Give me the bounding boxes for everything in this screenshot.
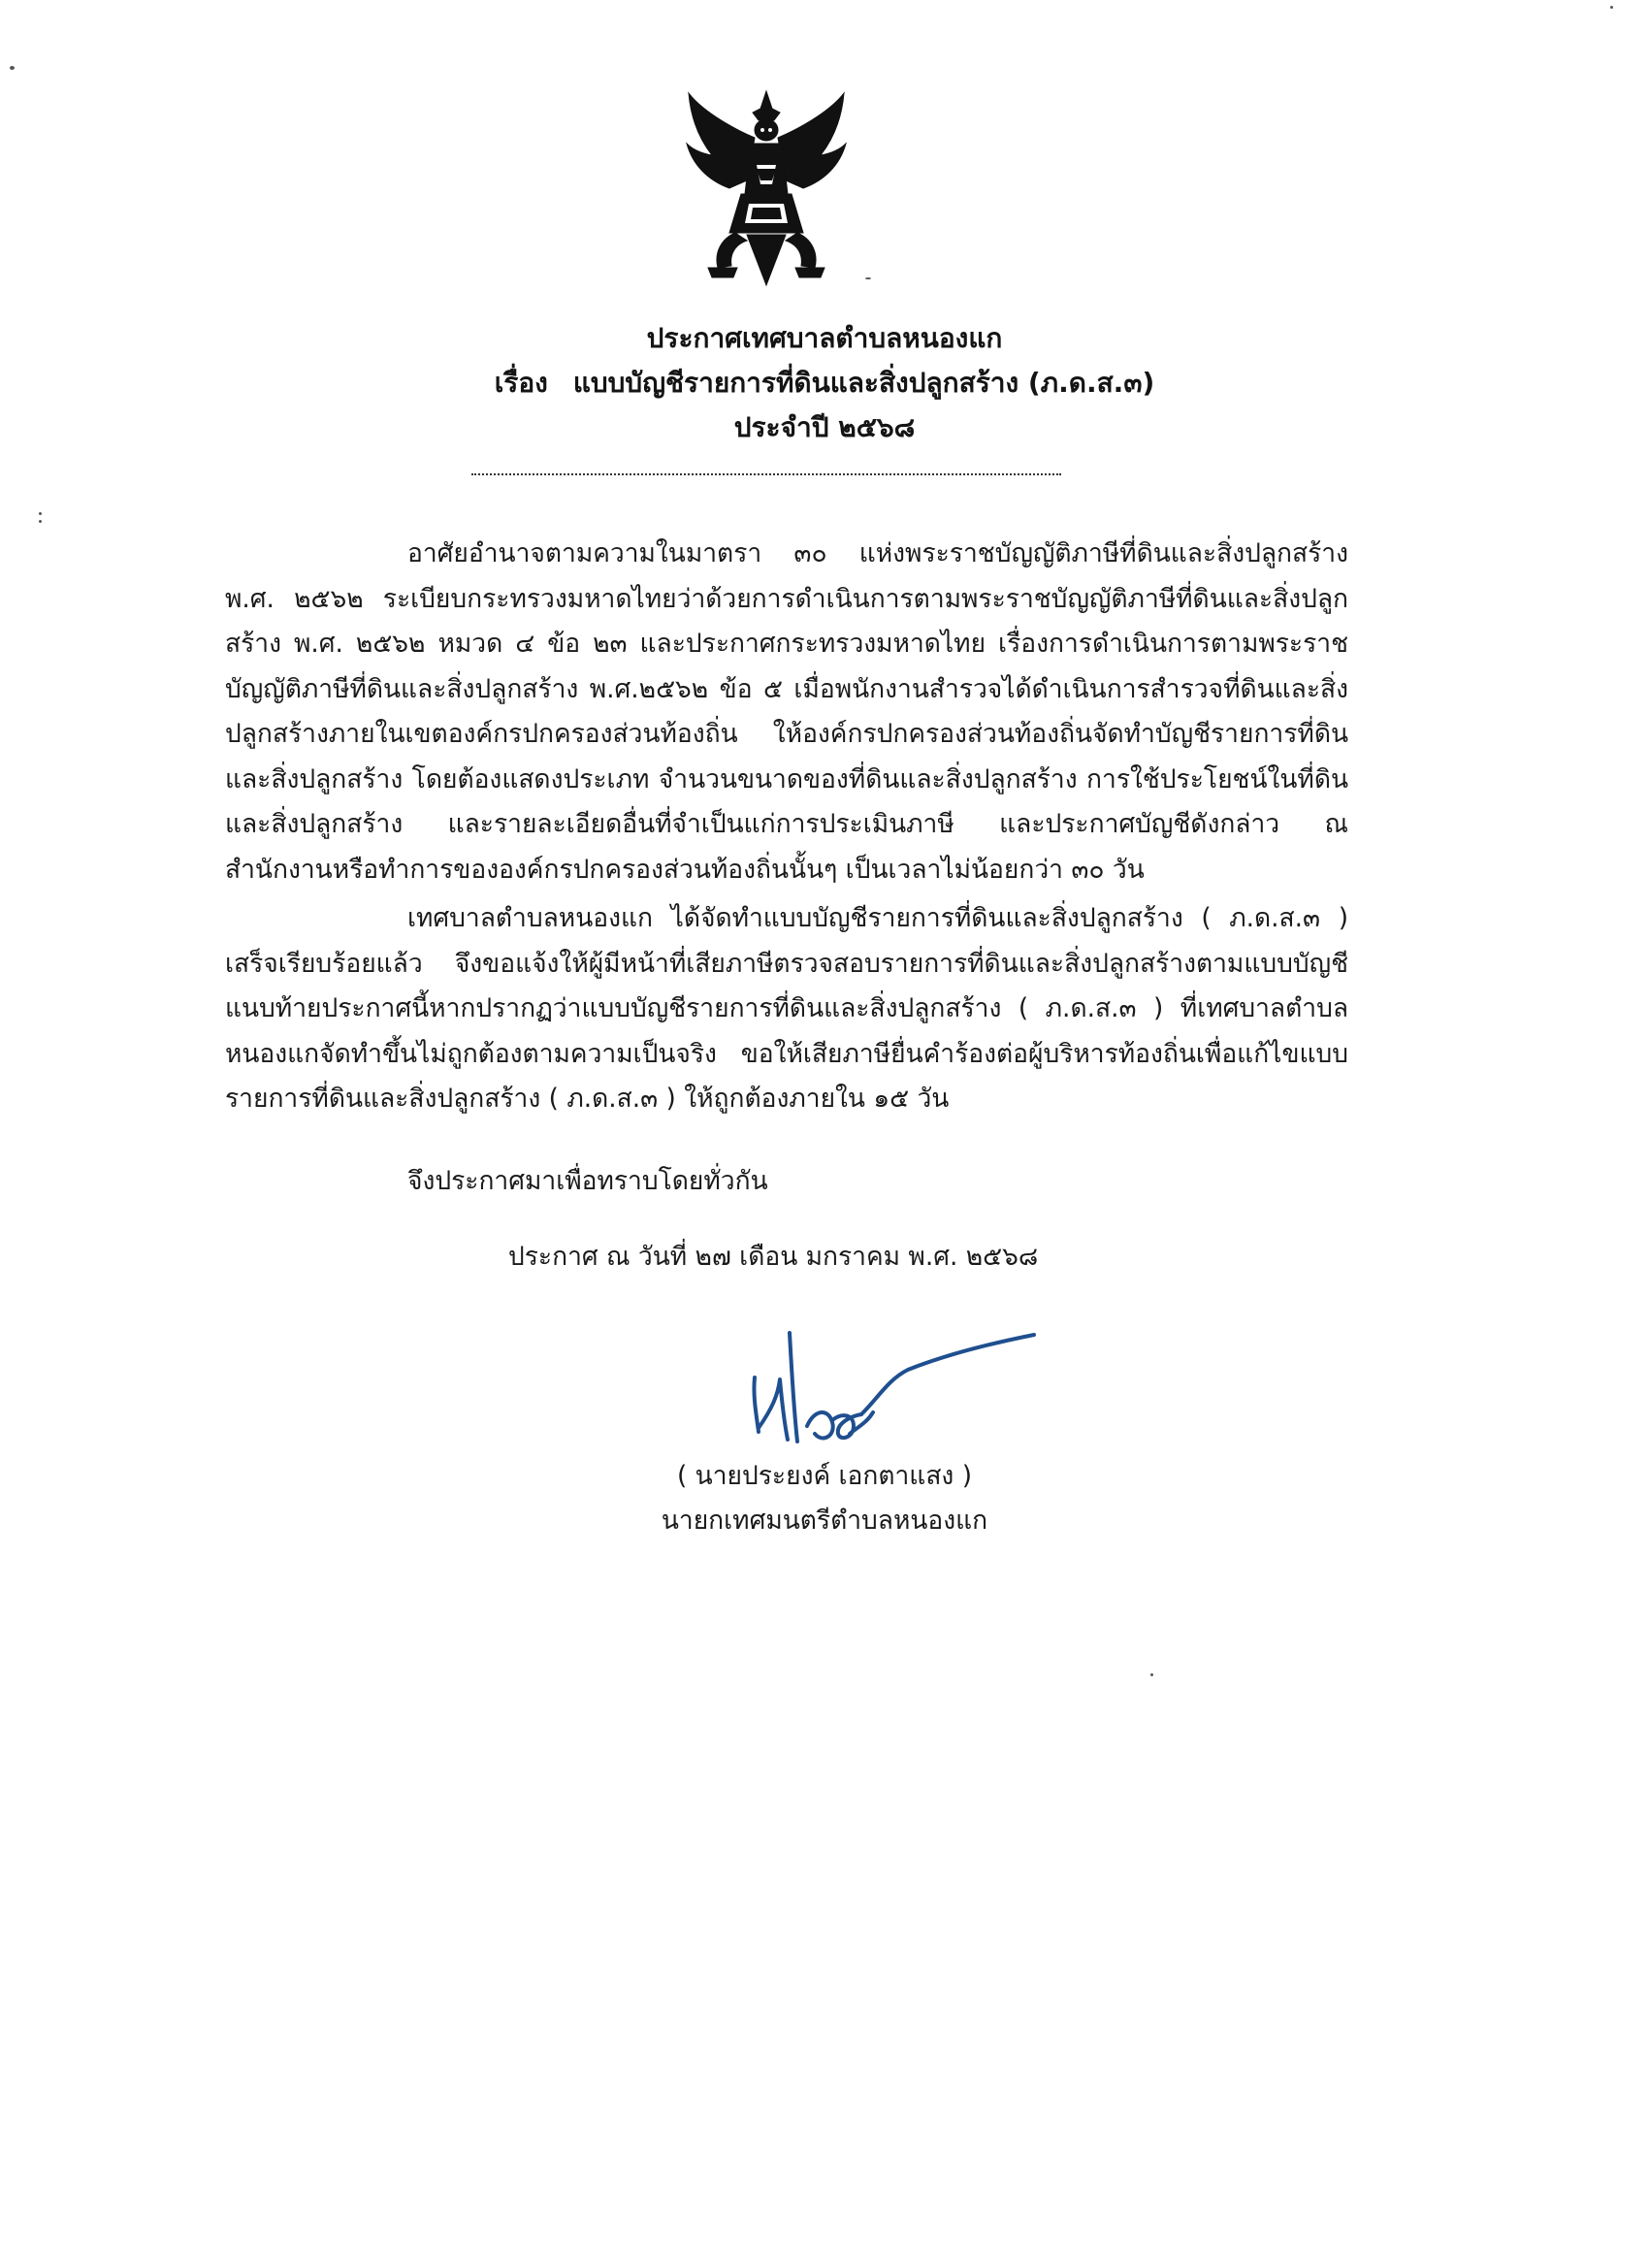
issuer-line: ประกาศเทศบาลตำบลหนองแก [646,322,1003,354]
signer-name: ( นายประยงค์ เอกตาแสง ) [677,1461,972,1491]
handwritten-signature [733,1319,1044,1465]
signer-position: นายกเทศมนตรีตำบลหนองแก [661,1506,988,1536]
subject-text: แบบบัญชีรายการที่ดินและสิ่งปลูกสร้าง (ภ.ด.ส.๓) [572,367,1155,399]
announcement-date: ประกาศ ณ วันที่ ๒๗ เดือน มกราคม พ.ศ. ๒๕๖๘ [508,1242,1039,1272]
year-line: ประจำปี ๒๕๖๘ [733,411,916,443]
dotted-divider [471,473,1061,475]
scan-speck [39,520,42,523]
subject-line [0,361,1649,405]
body-paragraph-2: เทศบาลตำบลหนองแก ได้จัดทำแบบบัญชีรายการที่ดินและสิ่งปลูกสร้าง ( ภ.ด.ส.๓ ) เสร็จเรียบร้อยแล้ว จึงขอแจ้งให้ผู้มีหน้าที่เสียภาษีตรวจสอบรายการที่ดินและสิ่งปลูกสร้างตามแบบบัญชีแนบท้ายประกาศนี้หากปรากฏว่าแบบบัญชีรายการที่ดินและสิ่งปลูกสร้าง ( ภ.ด.ส.๓ ) ที่เทศบาลตำบลหนองแกจัดทำขึ้นไม่ถูกต้องตามความเป็นจริง ขอให้เสียภาษียื่นคำร้องต่อผู้บริหารท้องถิ่นเพื่อแก้ไขแบบรายการที่ดินและสิ่งปลูกสร้าง ( ภ.ด.ส.๓ ) ให้ถูกต้องภายใน ๑๕ วัน [225,903,1348,1114]
scan-speck [865,277,871,279]
announcement-body [225,532,1348,1122]
subject-label: เรื่อง [494,367,548,399]
scan-speck [39,512,42,515]
body-paragraph-1: อาศัยอำนาจตามความในมาตรา ๓๐ แห่งพระราชบัญญัติภาษีที่ดินและสิ่งปลูกสร้าง พ.ศ. ๒๕๖๒ ระเบียบกระทรวงมหาดไทยว่าด้วยการดำเนินการตามพระราชบัญญัติภาษีที่ดินและสิ่งปลูกสร้าง พ.ศ. ๒๕๖๒ หมวด ๔ ข้อ ๒๓ และประกาศกระทรวงมหาดไทย เรื่องการดำเนินการตามพระราชบัญญัติภาษีที่ดินและสิ่งปลูกสร้าง พ.ศ.๒๕๖๒ ข้อ ๕ เมื่อพนักงานสำรวจได้ดำเนินการสำรวจที่ดินและสิ่งปลูกสร้างภายในเขตองค์กรปกครองส่วนท้องถิ่น ให้องค์กรปกครองส่วนท้องถิ่นจัดทำบัญชีรายการที่ดินและสิ่งปลูกสร้าง โดยต้องแสดงประเภท จำนวนขนาดของที่ดินและสิ่งปลูกสร้าง การใช้ประโยชน์ในที่ดินและสิ่งปลูกสร้าง และรายละเอียดอื่นที่จำเป็นแก่การประเมินภาษี และประกาศบัญชีดังกล่าว ณ สำนักงานหรือทำการขององค์กรปกครองส่วนท้องถิ่นนั้นๆ เป็นเวลาไม่น้อยกว่า ๓๐ วัน [225,538,1348,885]
garuda-emblem-icon [679,87,854,291]
closing-statement: จึงประกาศมาเพื่อทราบโดยทั่วกัน [407,1166,768,1196]
scan-speck [10,66,15,70]
scan-speck [1150,1673,1153,1676]
scan-speck [1610,6,1613,9]
announcement-title [0,316,1649,450]
